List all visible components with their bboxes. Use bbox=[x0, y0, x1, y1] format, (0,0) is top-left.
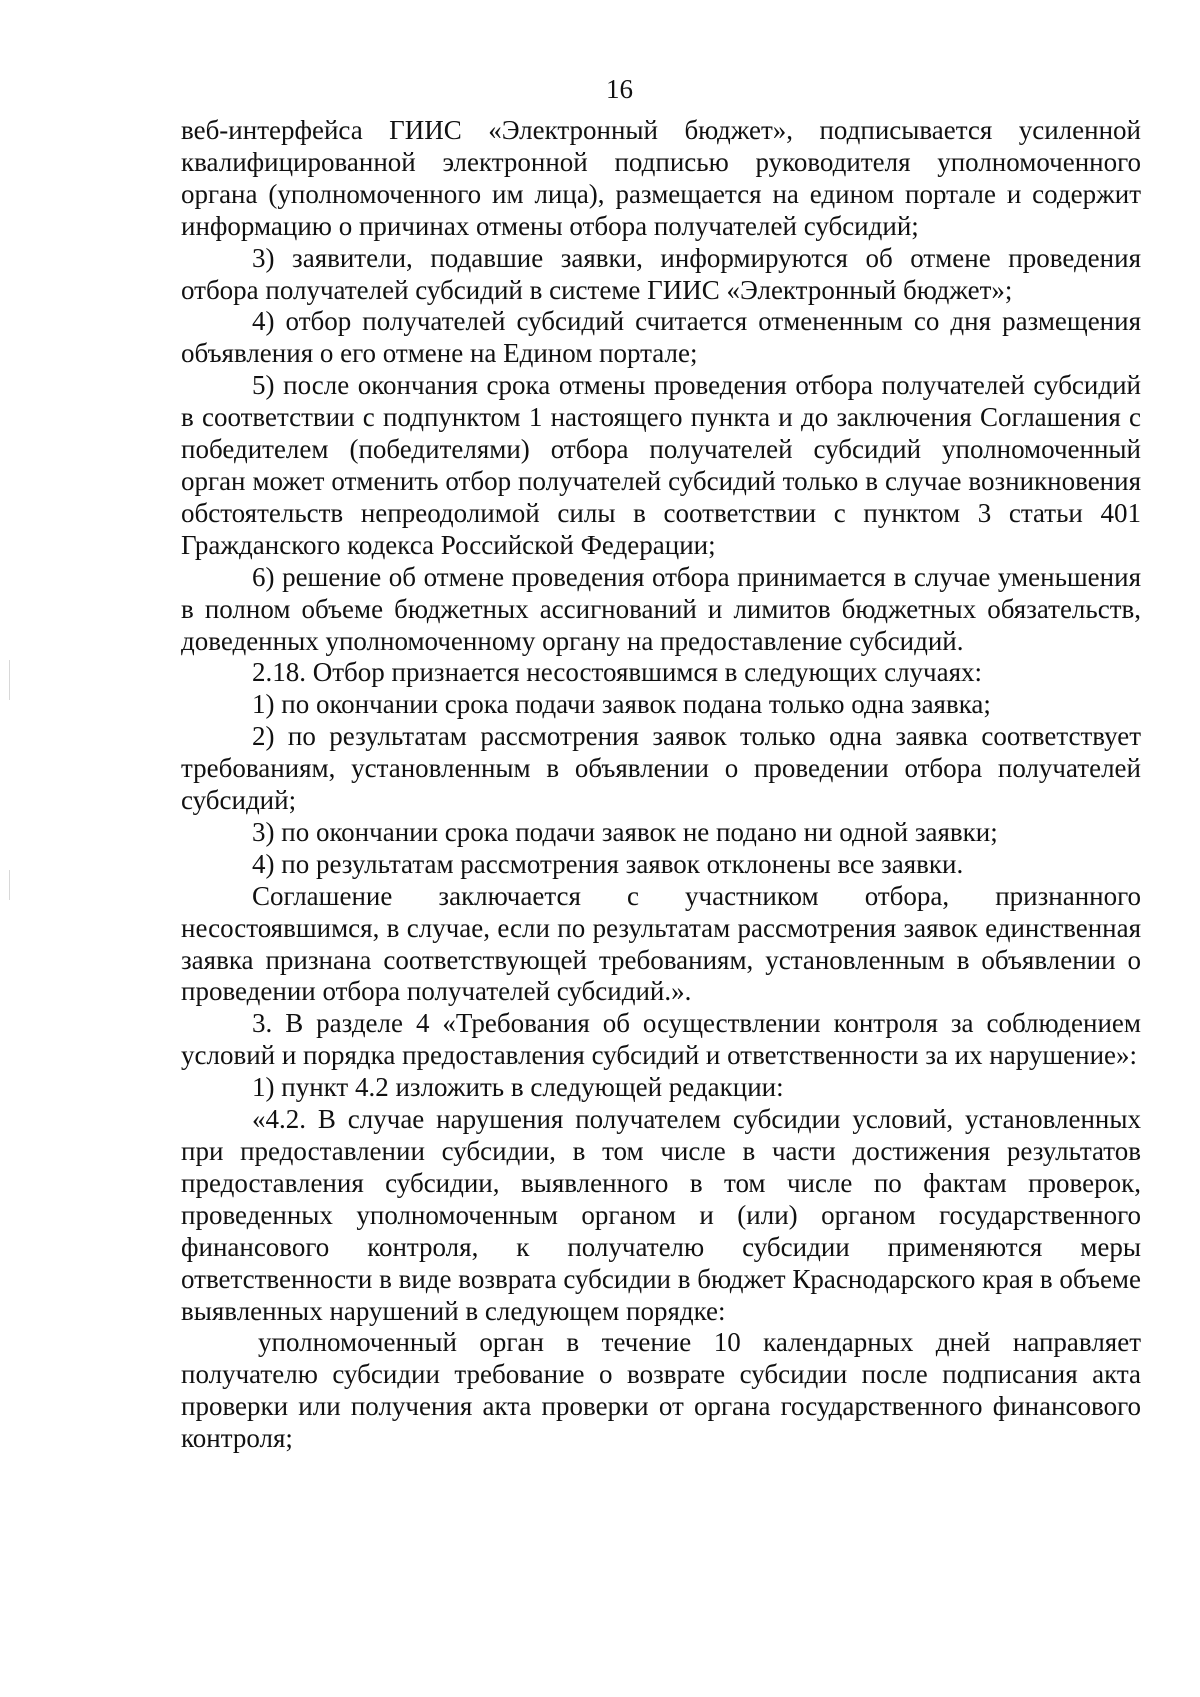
paragraph: 3. В разделе 4 «Требования об осуществлении контроля за соблюдением условий и порядка предоставления субсидий и ответственности за их нарушение»: bbox=[181, 1008, 1141, 1071]
paragraph: 1) по окончании срока подачи заявок подана только одна заявка; bbox=[252, 689, 991, 720]
paragraph: уполномоченный орган в течение 10 календарных дней направляет получателю субсидии требование о возврате субсидии после подписания акта проверки или получения акта проверки от органа государственного финансового контроля; bbox=[181, 1327, 1141, 1454]
paragraph: 3) по окончании срока подачи заявок не подано ни одной заявки; bbox=[252, 816, 998, 847]
paragraph: 4) отбор получателей субсидий считается отмененным со дня размещения объявления о его отмене на Едином портале; bbox=[181, 306, 1141, 369]
paragraph: 2) по результатам рассмотрения заявок только одна заявка соответствует требованиям, установленным в объявлении о проведении отбора получателей субсидий; bbox=[181, 721, 1141, 816]
paragraph: 6) решение об отмене проведения отбора принимается в случае уменьшения в полном объеме бюджетных ассигнований и лимитов бюджетных обязательств, доведенных уполномоченному органу на предоставление субсидий. bbox=[181, 561, 1141, 656]
scan-edge-mark bbox=[9, 660, 10, 700]
page-number: 16 bbox=[606, 74, 633, 104]
paragraph: Соглашение заключается с участником отбора, признанного несостоявшимся, в случае, если по результатам рассмотрения заявок единственная заявка признана соответствующей требованиям, установленным в объявлении о проведении отбора получателей субсидий.». bbox=[181, 880, 1141, 1007]
paragraph: 5) после окончания срока отмены проведения отбора получателей субсидий в соответствии с подпунктом 1 настоящего пункта и до заключения Соглашения с победителем (победителями) отбора получателей субсидий уполномоченный орган может отменить отбор получателей субсидий только в случае возникновения обстоятельств непреодолимой силы в соответствии с пунктом 3 статьи 401 Гражданского кодекса Российской Федерации; bbox=[181, 370, 1141, 560]
paragraph: 1) пункт 4.2 изложить в следующей редакции: bbox=[252, 1072, 784, 1103]
paragraph: 4) по результатам рассмотрения заявок отклонены все заявки. bbox=[252, 848, 964, 879]
paragraph: «4.2. В случае нарушения получателем субсидии условий, установленных при предоставлении субсидии, в том числе в части достижения результатов предоставления субсидии, выявленного в том числе по фактам проверок, проведенных уполномоченным органом и (или) органом государственного финансового контроля, к получателю субсидии применяются меры ответственности в виде возврата субсидии в бюджет Краснодарского края в объеме выявленных нарушений в следующем порядке: bbox=[181, 1104, 1141, 1326]
paragraph: веб-интерфейса ГИИС «Электронный бюджет», подписывается усиленной квалифицированной электронной подписью руководителя уполномоченного органа (уполномоченного им лица), размещается на едином портале и содержит информацию о причинах отмены отбора получателей субсидий; bbox=[181, 115, 1141, 241]
document-body bbox=[181, 115, 1141, 1455]
paragraph: 3) заявители, подавшие заявки, информируются об отмене проведения отбора получателей субсидий в системе ГИИС «Электронный бюджет»; bbox=[181, 242, 1141, 305]
scan-edge-mark bbox=[9, 870, 10, 900]
paragraph: 2.18. Отбор признается несостоявшимся в следующих случаях: bbox=[252, 657, 983, 688]
